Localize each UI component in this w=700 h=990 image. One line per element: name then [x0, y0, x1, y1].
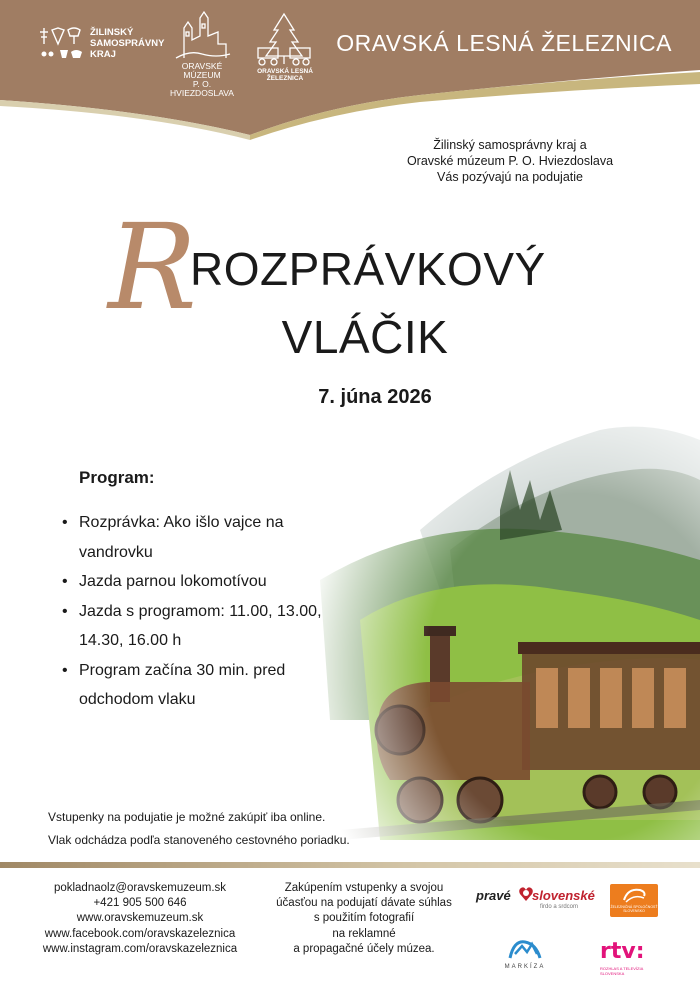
contact-phone[interactable]: +421 905 500 646: [93, 897, 187, 910]
program-list: [62, 508, 342, 715]
event-date: 7. júna 2026: [318, 386, 432, 408]
prave-slovenske-sub: firdo a srdcom: [540, 904, 579, 910]
zssk-emblem-icon: [610, 884, 658, 906]
kraj-logo-text: ŽILINSKÝ SAMOSPRÁVNY KRAJ: [90, 27, 165, 60]
contact-instagram[interactable]: www.instagram.com/oravskazeleznica: [42, 942, 238, 955]
rtvs-wordmark: rtv:: [600, 939, 645, 964]
consent-line: Zakúpením vstupenky a svojou: [284, 882, 444, 894]
rtvs-logo: [600, 935, 658, 975]
footer-divider: [0, 862, 700, 868]
castle-icon: [170, 10, 234, 62]
program-heading: Program:: [79, 468, 155, 487]
program-item: • Jazda s programom: 11.00, 13.00, 14.30, 16.00 h: [62, 597, 342, 656]
prave-slovenske-text-a: pravé: [476, 888, 511, 903]
consent-line: na reklamné: [332, 927, 396, 940]
program-item: • Program začína 30 min. pred odchodom vlaku: [62, 656, 342, 715]
zssk-label: ŽELEZNIČNÁ SPOLOČNOSŤ SLOVENSKO: [610, 905, 658, 913]
note-line: Vlak odchádza podľa stanoveného cestovného poriadku.: [48, 833, 350, 847]
prave-slovenske-text-b: slovenské: [532, 888, 595, 903]
invitation-line: Žilinský samosprávny kraj a: [433, 138, 587, 152]
olz-logo: [246, 10, 324, 94]
zilinsky-kraj-logo: [38, 22, 165, 72]
markiza-emblem-icon: [500, 932, 550, 964]
markiza-logo: [500, 932, 550, 976]
contact-facebook[interactable]: www.facebook.com/oravskazeleznica: [44, 927, 236, 940]
contact-email[interactable]: pokladnaolz@oravskemuzeum.sk: [53, 882, 227, 894]
decorative-initial: R: [108, 198, 197, 336]
program-item: • Jazda parnou lokomotívou: [62, 567, 342, 597]
invitation-line: Vás pozývajú na podujatie: [437, 170, 583, 184]
title-line-2: VLÁČIK: [281, 311, 449, 363]
prave-slovenske-logo: [476, 885, 596, 915]
markiza-label: MARKÍZA: [504, 964, 546, 970]
muzeum-logo-text: ORAVSKÉ MÚZEUM P. O. HVIEZDOSLAVA: [170, 61, 234, 98]
oravske-muzeum-logo: [170, 10, 234, 98]
note-line: Vstupenky na podujatie je možné zakúpiť iba online.: [48, 810, 326, 824]
invitation-text: [370, 137, 650, 185]
brand-title: ORAVSKÁ LESNÁ ŽELEZNICA: [336, 30, 672, 56]
coat-of-arms-icon: [38, 22, 88, 72]
zssk-logo: [610, 884, 658, 917]
consent-line: s použitím fotografií: [313, 912, 415, 925]
ticket-notes: [48, 806, 350, 852]
program-item: • Rozprávka: Ako išlo vajce na vandrovku: [62, 508, 342, 567]
contact-info: [20, 881, 260, 957]
header-band: [0, 0, 700, 150]
forest-train-icon: [246, 10, 324, 70]
consent-line: a propagačné účely múzea.: [293, 942, 435, 955]
contact-website[interactable]: www.oravskemuzeum.sk: [76, 912, 204, 925]
invitation-line: Oravské múzeum P. O. Hviezdoslava: [406, 154, 614, 168]
rtvs-sub: ROZHLAS A TELEVÍZIA SLOVENSKA: [600, 966, 644, 976]
olz-logo-text: ORAVSKÁ LESNÁ ŽELEZNICA: [257, 68, 313, 82]
consent-line: účasťou na podujatí dávate súhlas: [276, 897, 452, 910]
consent-notice: [274, 881, 454, 957]
title-line-1: ROZPRÁVKOVÝ: [190, 243, 546, 295]
steam-train-illustration: [300, 420, 700, 870]
